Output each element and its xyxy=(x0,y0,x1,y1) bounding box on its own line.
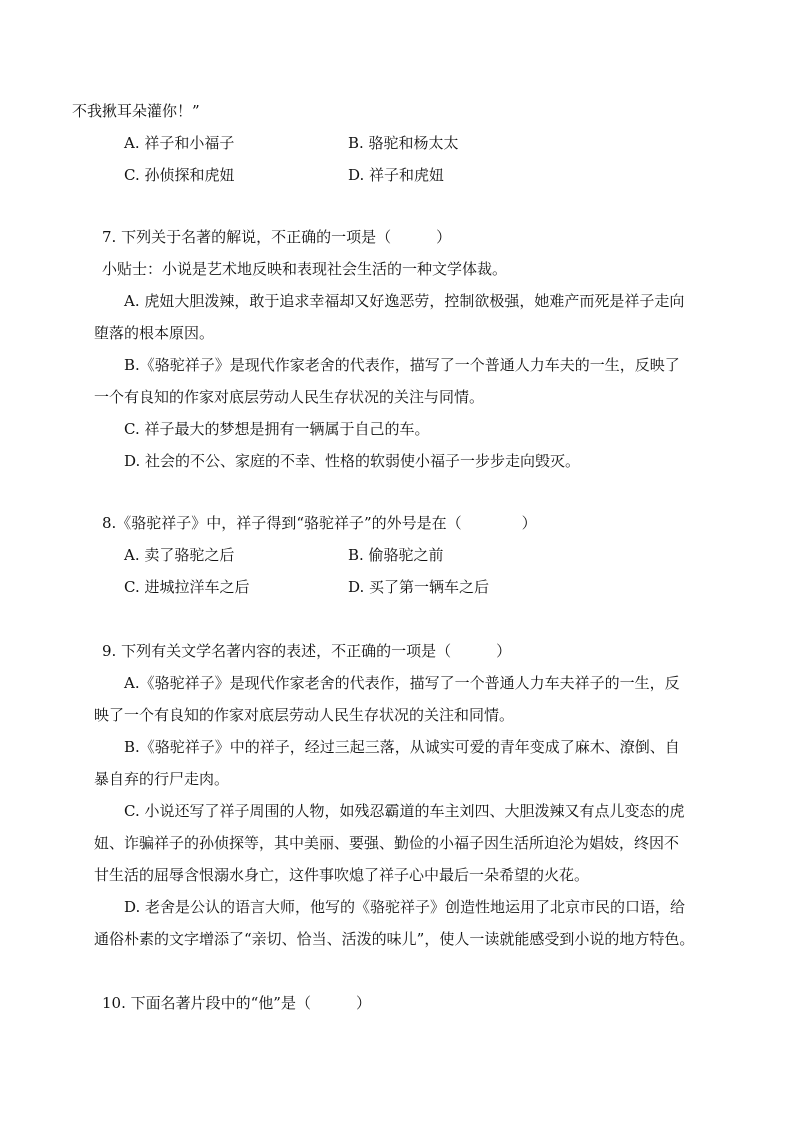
q10-stem: 10. 下面名著片段中的“他”是（ ） xyxy=(102,994,371,1012)
q9-option-b-line1: B.《骆驼祥子》中的祥子，经过三起三落，从诚实可爱的青年变成了麻木、潦倒、自 xyxy=(124,738,680,756)
q7-option-c: C. 祥子最大的梦想是拥有一辆属于自己的车。 xyxy=(124,420,430,438)
q8-option-a: A. 卖了骆驼之后 xyxy=(124,546,235,564)
q7-option-b-line2: 一个有良知的作家对底层劳动人民生存状况的关注与同情。 xyxy=(94,388,485,406)
q7-option-a-line2: 堕落的根本原因。 xyxy=(94,324,215,342)
q9-option-d-line2: 通俗朴素的文字增添了“亲切、恰当、活泼的味儿”，使人一读就能感受到小说的地方特色。 xyxy=(94,930,695,948)
q8-option-b: B. 偷骆驼之前 xyxy=(348,546,444,564)
q7-stem: 7. 下列关于名著的解说，不正确的一项是（ ） xyxy=(102,228,452,246)
q6-option-d: D. 祥子和虎妞 xyxy=(348,166,445,184)
q8-option-d: D. 买了第一辆车之后 xyxy=(348,578,490,596)
q9-option-a-line2: 映了一个有良知的作家对底层劳动人民生存状况的关注和同情。 xyxy=(94,706,515,724)
q8-stem: 8.《骆驼祥子》中，祥子得到“骆驼祥子”的外号是在（ ） xyxy=(102,514,537,532)
q9-option-c-line3: 甘生活的屈辱含恨溺水身亡，这件事吹熄了祥子心中最后一朵希望的火花。 xyxy=(94,866,590,884)
q7-tip: 小贴士：小说是艺术地反映和表现社会生活的一种文学体裁。 xyxy=(102,260,508,278)
q8-option-c: C. 进城拉洋车之后 xyxy=(124,578,250,596)
q9-option-c-line1: C. 小说还写了祥子周围的人物，如残忍霸道的车主刘四、大胆泼辣又有点儿变态的虎 xyxy=(124,802,685,820)
q7-option-d: D. 社会的不公、家庭的不幸、性格的软弱使小福子一步步走向毁灭。 xyxy=(124,452,581,470)
q9-option-d-line1: D. 老舍是公认的语言大师，他写的《骆驼祥子》创造性地运用了北京市民的口语，给 xyxy=(124,898,686,916)
q9-option-c-line2: 妞、诈骗祥子的孙侦探等，其中美丽、要强、勤俭的小福子因生活所迫沦为娼妓，终因不 xyxy=(94,834,680,852)
q7-option-a-line1: A. 虎妞大胆泼辣，敢于追求幸福却又好逸恶劳，控制欲极强，她难产而死是祥子走向 xyxy=(124,292,685,310)
q6-option-c: C. 孙侦探和虎妞 xyxy=(124,166,235,184)
q6-tail-text: 不我揪耳朵灌你！” xyxy=(72,102,200,120)
q6-option-b: B. 骆驼和杨太太 xyxy=(348,134,459,152)
q7-option-b-line1: B.《骆驼祥子》是现代作家老舍的代表作，描写了一个普通人力车夫的一生，反映了 xyxy=(124,356,680,374)
q6-option-a: A. 祥子和小福子 xyxy=(124,134,235,152)
q9-stem: 9. 下列有关文学名著内容的表述，不正确的一项是（ ） xyxy=(102,642,512,660)
q9-option-b-line2: 暴自弃的行尸走肉。 xyxy=(94,770,230,788)
q9-option-a-line1: A.《骆驼祥子》是现代作家老舍的代表作，描写了一个普通人力车夫祥子的一生，反 xyxy=(124,674,680,692)
